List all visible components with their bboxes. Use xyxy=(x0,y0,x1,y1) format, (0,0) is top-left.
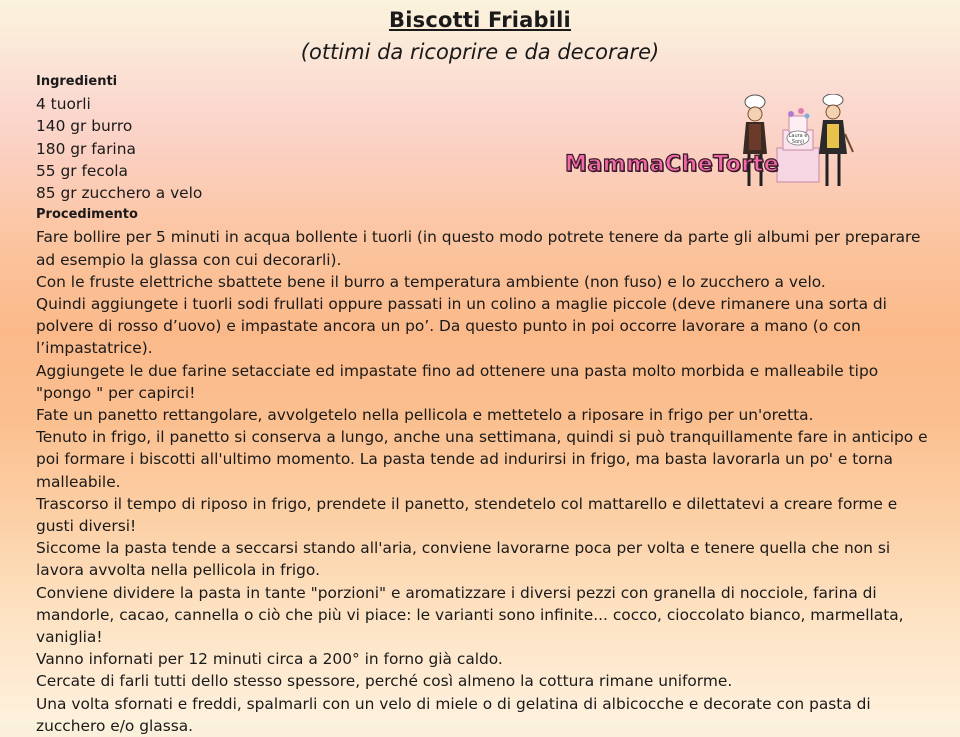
procedure-step: Una volta sfornati e freddi, spalmarli con un velo di miele o di gelatina di albicocche e decorate con pasta di zucchero e/o glassa. xyxy=(36,694,871,735)
ingredients-list xyxy=(36,93,936,204)
ingredient-item: 4 tuorli xyxy=(36,95,91,114)
ingredient-item: 55 gr fecola xyxy=(36,161,128,180)
ingredient-item: 140 gr burro xyxy=(36,117,133,136)
procedure-list xyxy=(36,226,936,737)
ingredient-item: 180 gr farina xyxy=(36,139,136,158)
procedure-step: Trascorso il tempo di riposo in frigo, prendete il panetto, stendetelo col mattarello e dilettatevi a creare forme e gusti diversi! xyxy=(36,494,898,536)
procedure-step: Tenuto in frigo, il panetto si conserva a lungo, anche una settimana, quindi si può tranquillamente fare in anticipo e poi formare i biscotti all'ultimo momento. La pasta tende ad indurirsi in frigo, ma basta lavorarla un po' e torna malleabile. xyxy=(36,428,928,491)
logo-sign-line-1: Laura e xyxy=(788,133,808,139)
procedure-step: Con le fruste elettriche sbattete bene il burro a temperatura ambiente (non fuso) e lo zucchero a velo. xyxy=(36,272,826,291)
procedure-step: Siccome la pasta tende a seccarsi stando all'aria, conviene lavorarne poca per volta e tenere quella che non si lavora avvolta nella pellicola in frigo. xyxy=(36,539,891,580)
recipe-title: Biscotti Friabili xyxy=(389,8,571,32)
procedure-step: Cercate di farli tutti dello stesso spessore, perché così almeno la cottura rimane uniforme. xyxy=(36,672,733,691)
procedure-step: Fare bollire per 5 minuti in acqua bollente i tuorli (in questo modo potrete tenere da parte gli albumi per preparare ad esempio la glassa con cui decorarli). xyxy=(36,228,921,269)
procedure-step: Aggiungete le due farine setacciate ed impastate fino ad ottenere una pasta molto morbida e malleabile tipo "pongo " per capirci! xyxy=(36,361,879,402)
ingredient-item: 85 gr zucchero a velo xyxy=(36,184,203,203)
logo-sign-line-2: Sonji xyxy=(791,139,805,145)
ingredients-heading: Ingredienti xyxy=(36,74,118,89)
logo-wordmark: MammaCheTorte xyxy=(565,152,780,177)
procedure-heading: Procedimento xyxy=(36,207,138,223)
procedure-step: Conviene dividere la pasta in tante "porzioni" e aromatizzare i diversi pezzi con granella di nocciole, farina di mandorle, cacao, cannella o ciò che più vi piace: le varianti sono infinite... cocco, cioccolato bianco, marmellata, vaniglia! xyxy=(36,583,904,647)
procedure-step: Quindi aggiungete i tuorli sodi frullati oppure passati in un colino a maglie piccole (deve rimanere una sorta di polvere di rosso d’uovo) e impastate ancora un po’. Da questo punto in poi occorre lavorare a mano (o con l’impastatrice). xyxy=(36,295,887,358)
recipe-body xyxy=(36,71,936,737)
recipe-subtitle: (ottimi da ricoprire e da decorare) xyxy=(300,40,660,64)
procedure-step: Vanno infornati per 12 minuti circa a 200° in forno già caldo. xyxy=(36,650,503,669)
procedure-step: Fate un panetto rettangolare, avvolgetelo nella pellicola e mettetelo a riposare in frigo per un'oretta. xyxy=(36,406,814,425)
